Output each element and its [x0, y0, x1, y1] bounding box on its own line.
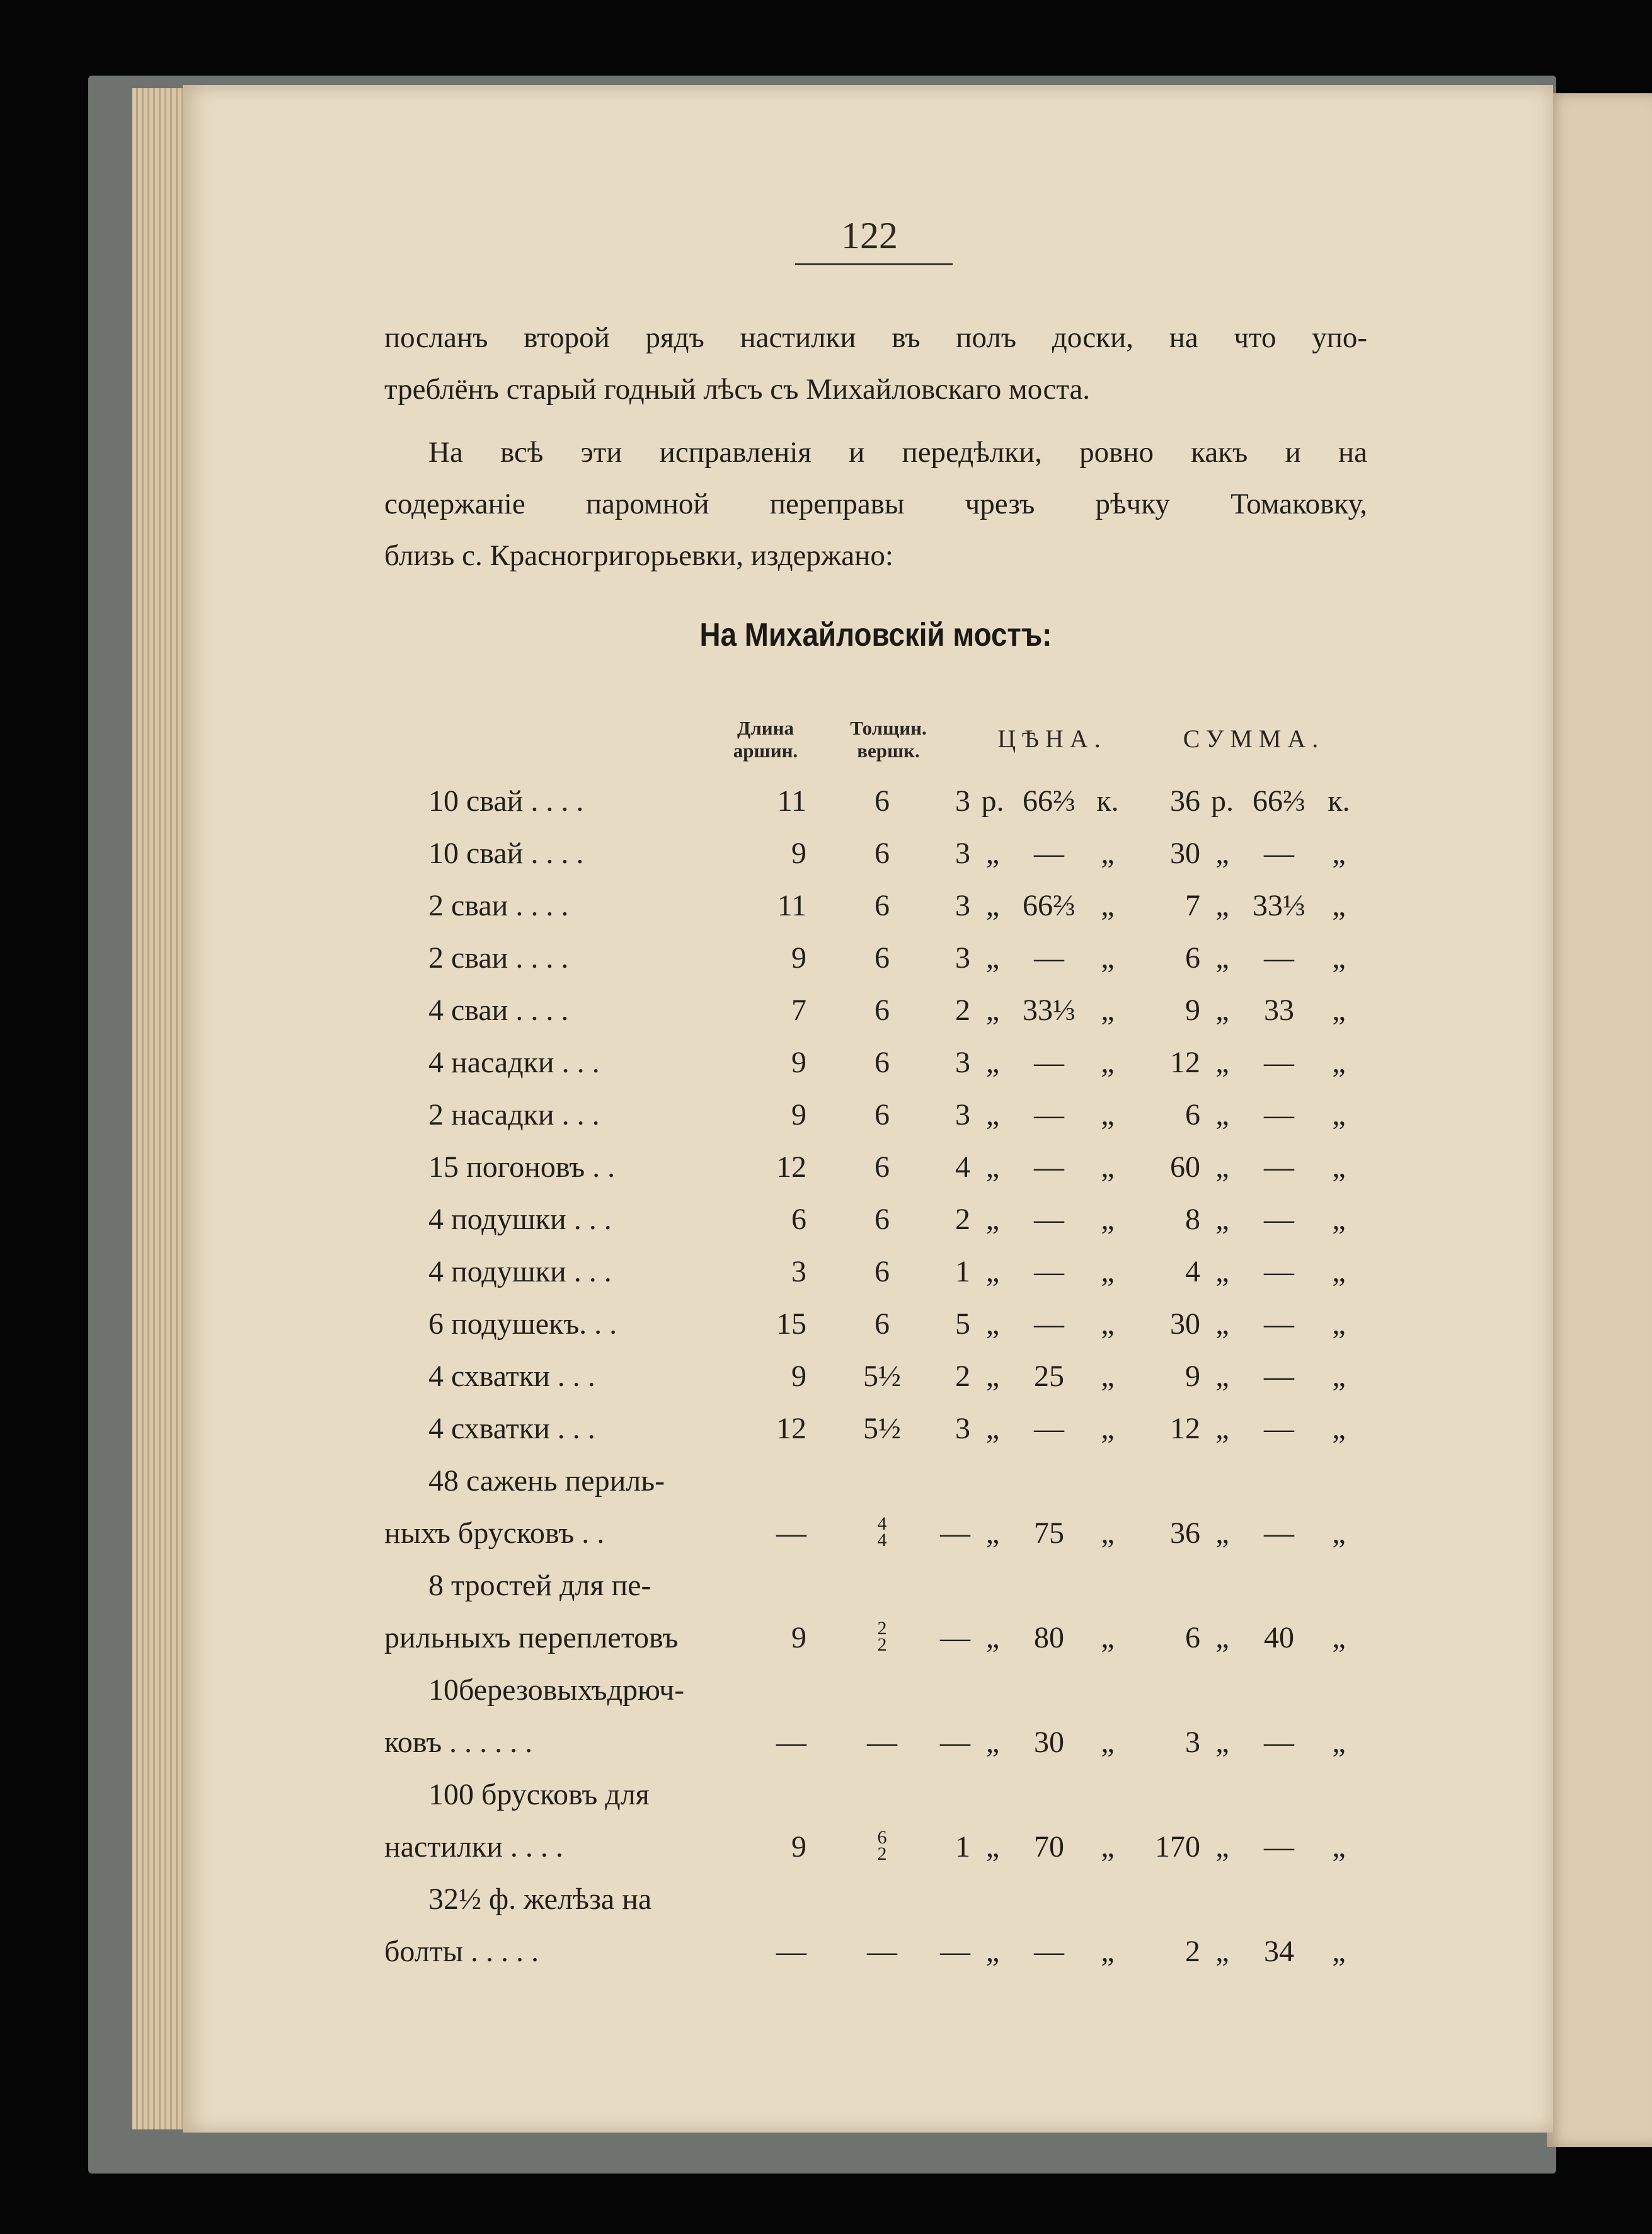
table-item-name: 2 сваи . . . . — [428, 941, 569, 975]
table-cell-sr: „ — [1215, 889, 1229, 922]
table-cell-length: 9 — [791, 941, 806, 975]
table-item-name: 100 брусковъ для — [428, 1778, 650, 1811]
table-item-name: 4 сваи . . . . — [428, 994, 569, 1027]
table-cell-sk: „ — [1332, 1830, 1346, 1864]
table-item-name: 15 погоновъ . . — [428, 1150, 616, 1184]
table-cell-length: 9 — [791, 1621, 806, 1654]
table-cell-sum_k: — — [1264, 1830, 1294, 1864]
table-cell-sr: „ — [1215, 1360, 1229, 1393]
table-cell-length: 9 — [791, 837, 806, 870]
table-cell-sum_r: 4 — [1185, 1255, 1200, 1288]
table-cell-price: — — [1034, 941, 1064, 975]
table-cell-length: — — [776, 1935, 806, 1968]
table-cell-sum_r: 170 — [1155, 1830, 1200, 1864]
table-cell-tn: 2 — [955, 1360, 970, 1393]
table-cell-pr_r: „ — [985, 1621, 1000, 1654]
paragraph-line: На всѣ эти исправленія и передѣлки, ровно какъ и на — [428, 436, 1367, 469]
table-cell-price: 25 — [1034, 1360, 1064, 1393]
table-cell-price: — — [1034, 1098, 1064, 1131]
table-cell-pr_k: „ — [1101, 1935, 1115, 1968]
table-cell-sk: „ — [1332, 889, 1346, 922]
table-cell-pr_k: „ — [1101, 1307, 1115, 1341]
table-cell-sk: к. — [1328, 784, 1350, 818]
table-cell-pr_k: „ — [1101, 1046, 1115, 1079]
table-cell-sk: „ — [1332, 1726, 1346, 1759]
table-cell-thick: — — [867, 1935, 897, 1968]
table-cell-sk: „ — [1332, 1150, 1346, 1184]
table-cell-pr_k: „ — [1101, 837, 1115, 870]
header-thickness: Толщин. вершк. — [850, 717, 927, 762]
table-cell-pr_k: „ — [1101, 1412, 1115, 1445]
table-cell-sk: „ — [1332, 1307, 1346, 1341]
table-cell-pr_k: „ — [1101, 1516, 1115, 1550]
table-cell-sr: „ — [1215, 1203, 1229, 1236]
table-cell-sum_k: — — [1264, 1360, 1294, 1393]
table-item-name: 8 тростей для пе- — [428, 1569, 651, 1602]
table-cell-tn: — — [940, 1726, 970, 1759]
table-cell-price: — — [1034, 1255, 1064, 1288]
table-cell-price: — — [1034, 1046, 1064, 1079]
paragraph-line: близь с. Красногригорьевки, издержано: — [384, 539, 893, 572]
table-cell-sum_r: 9 — [1185, 994, 1200, 1027]
paragraph-line: треблёнъ старый годный лѣсъ съ Михайловскаго моста. — [384, 373, 1091, 406]
header-length: Длина аршин. — [733, 717, 798, 762]
table-cell-sk: „ — [1332, 1203, 1346, 1236]
table-cell-sum_r: 30 — [1170, 837, 1200, 870]
table-cell-price: 66⅔ — [1023, 889, 1076, 922]
table-cell-sum_k: 33 — [1264, 994, 1294, 1027]
table-cell-pr_k: „ — [1101, 941, 1115, 975]
table-item-name: настилки . . . . — [384, 1830, 563, 1864]
table-cell-tn: 3 — [955, 784, 970, 818]
table-cell-sum_k: — — [1264, 1516, 1294, 1550]
table-cell-price: 70 — [1034, 1830, 1064, 1864]
table-cell-sr: „ — [1215, 1516, 1229, 1550]
table-cell-sum_r: 30 — [1170, 1307, 1200, 1341]
paragraph-line: содержаніе паромной переправы чрезъ рѣчку Томаковку, — [384, 488, 1367, 520]
table-cell-length: 6 — [791, 1203, 806, 1236]
table-cell-sum_r: 36 — [1170, 784, 1200, 818]
table-cell-sr: „ — [1215, 837, 1229, 870]
table-cell-length: 12 — [776, 1412, 806, 1445]
table-cell-pr_k: к. — [1096, 784, 1119, 818]
table-cell-tn: 3 — [955, 837, 970, 870]
table-item-name: 10 свай . . . . — [428, 784, 584, 818]
table-cell-sum_k: 33⅓ — [1253, 889, 1305, 922]
table-item-name: 6 подушекъ. . . — [428, 1307, 617, 1341]
table-cell-sum_k: — — [1264, 941, 1294, 975]
table-item-name: 4 подушки . . . — [428, 1203, 612, 1236]
table-item-name: 4 подушки . . . — [428, 1255, 612, 1288]
table-cell-thick: 6 — [875, 994, 890, 1027]
table-cell-sr: р. — [1211, 784, 1234, 818]
table-cell-pr_r: „ — [985, 1046, 1000, 1079]
table-item-name: 32½ ф. желѣза на — [428, 1882, 652, 1916]
table-cell-sum_r: 6 — [1185, 1098, 1200, 1131]
table-cell-pr_r: р. — [981, 784, 1004, 818]
table-cell-thick: 6 — [875, 1255, 890, 1288]
table-cell-sk: „ — [1332, 1098, 1346, 1131]
table-cell-thick: 5½ — [863, 1360, 901, 1393]
table-cell-thick: 2 2 — [877, 1618, 887, 1655]
table-cell-sum_k: 40 — [1264, 1621, 1294, 1654]
table-cell-pr_k: „ — [1101, 1255, 1115, 1288]
table-cell-sum_r: 7 — [1185, 889, 1200, 922]
table-cell-sum_r: 2 — [1185, 1935, 1200, 1968]
table-cell-pr_k: „ — [1101, 1098, 1115, 1131]
table-cell-sr: „ — [1215, 1098, 1229, 1131]
table-cell-sk: „ — [1332, 1360, 1346, 1393]
table-cell-thick: 6 — [875, 1203, 890, 1236]
table-item-name: 4 насадки . . . — [428, 1046, 600, 1079]
table-cell-pr_k: „ — [1101, 1360, 1115, 1393]
table-cell-pr_k: „ — [1101, 889, 1115, 922]
table-item-name: 48 сажень периль- — [428, 1464, 665, 1498]
table-cell-length: — — [776, 1516, 806, 1550]
table-item-name: болты . . . . . — [384, 1935, 539, 1968]
table-cell-sr: „ — [1215, 1830, 1229, 1864]
table-cell-sk: „ — [1332, 994, 1346, 1027]
table-cell-price: 66⅔ — [1023, 784, 1076, 818]
table-cell-tn: 3 — [955, 1098, 970, 1131]
table-cell-length: 11 — [777, 784, 806, 818]
table-cell-price: — — [1034, 1150, 1064, 1184]
table-cell-tn: 3 — [955, 889, 970, 922]
table-cell-pr_r: „ — [985, 1516, 1000, 1550]
table-cell-length: 9 — [791, 1360, 806, 1393]
table-cell-pr_k: „ — [1101, 1726, 1115, 1759]
table-cell-pr_r: „ — [985, 1726, 1000, 1759]
page-number-rule — [795, 263, 953, 265]
table-cell-sum_r: 8 — [1185, 1203, 1200, 1236]
table-cell-pr_k: „ — [1101, 1203, 1115, 1236]
table-cell-tn: 3 — [955, 1412, 970, 1445]
table-cell-tn: — — [940, 1935, 970, 1968]
table-cell-sr: „ — [1215, 1307, 1229, 1341]
table-cell-pr_r: „ — [985, 941, 1000, 975]
table-cell-tn: 2 — [955, 1203, 970, 1236]
table-cell-length: 11 — [777, 889, 806, 922]
table-cell-length: 15 — [776, 1307, 806, 1341]
table-cell-sr: „ — [1215, 1726, 1229, 1759]
table-cell-sum_k: — — [1264, 1307, 1294, 1341]
table-cell-sum_k: 66⅔ — [1253, 784, 1305, 818]
table-cell-pr_r: „ — [985, 1098, 1000, 1131]
table-item-name: ковъ . . . . . . — [384, 1726, 533, 1759]
table-cell-pr_r: „ — [985, 889, 1000, 922]
table-cell-sum_r: 6 — [1185, 941, 1200, 975]
table-cell-sum_k: — — [1264, 1150, 1294, 1184]
table-cell-thick: 6 — [875, 941, 890, 975]
table-cell-thick: 4 4 — [877, 1513, 887, 1550]
table-cell-thick: 6 — [875, 1150, 890, 1184]
table-cell-pr_k: „ — [1101, 1621, 1115, 1654]
page-number: 122 — [841, 215, 898, 256]
table-cell-sum_k: — — [1264, 1412, 1294, 1445]
table-cell-thick: 6 — [875, 889, 890, 922]
table-cell-price: — — [1034, 1203, 1064, 1236]
table-cell-sk: „ — [1332, 1621, 1346, 1654]
facing-page-edge — [1547, 93, 1652, 2147]
paragraph-1 — [384, 312, 1367, 415]
table-cell-length: 9 — [791, 1098, 806, 1131]
table-heading: На Михайловскій мостъ: — [699, 617, 1052, 653]
table-cell-pr_r: „ — [985, 1935, 1000, 1968]
table-cell-pr_r: „ — [985, 1150, 1000, 1184]
table-cell-price: 75 — [1034, 1516, 1064, 1550]
table-item-name: 2 насадки . . . — [428, 1098, 600, 1131]
table-cell-sum_r: 9 — [1185, 1360, 1200, 1393]
table-cell-price: 80 — [1034, 1621, 1064, 1654]
table-cell-thick: 6 — [875, 784, 890, 818]
table-cell-pr_r: „ — [985, 1830, 1000, 1864]
table-cell-length: 9 — [791, 1830, 806, 1864]
table-item-name: рильныхъ переплетовъ — [384, 1621, 679, 1654]
table-cell-sum_k: — — [1264, 1098, 1294, 1131]
table-cell-tn: 3 — [955, 1046, 970, 1079]
table-cell-sum_k: — — [1264, 1726, 1294, 1759]
table-cell-sum_r: 36 — [1170, 1516, 1200, 1550]
table-cell-pr_k: „ — [1101, 994, 1115, 1027]
header-price: ЦѢНА. — [997, 725, 1107, 753]
table-cell-sk: „ — [1332, 1046, 1346, 1079]
table-item-name: 4 схватки . . . — [428, 1412, 595, 1445]
table-item-name: 4 схватки . . . — [428, 1360, 595, 1393]
table-cell-sr: „ — [1215, 1255, 1229, 1288]
table-cell-sk: „ — [1332, 1516, 1346, 1550]
table-cell-thick: — — [867, 1726, 897, 1759]
table-item-name: 10березовыхъдрюч- — [428, 1673, 685, 1707]
table-cell-tn: — — [940, 1516, 970, 1550]
table-cell-sum_r: 60 — [1170, 1150, 1200, 1184]
table-cell-sum_k: — — [1264, 837, 1294, 870]
table-cell-sr: „ — [1215, 1935, 1229, 1968]
table-cell-sr: „ — [1215, 994, 1229, 1027]
table-cell-thick: 5½ — [863, 1412, 901, 1445]
table-cell-pr_r: „ — [985, 1307, 1000, 1341]
table-cell-sr: „ — [1215, 941, 1229, 975]
table-cell-sr: „ — [1215, 1046, 1229, 1079]
table-cell-pr_r: „ — [985, 1412, 1000, 1445]
table-item-name: 2 сваи . . . . — [428, 889, 569, 922]
table-cell-tn: 1 — [955, 1830, 970, 1864]
table-cell-price: — — [1034, 1935, 1064, 1968]
table-cell-price: 30 — [1034, 1726, 1064, 1759]
table-cell-length: 9 — [791, 1046, 806, 1079]
table-cell-thick: 6 2 — [877, 1827, 887, 1864]
header-sum: СУММА. — [1183, 725, 1325, 753]
paragraph-line: посланъ второй рядъ настилки въ полъ доски, на что упо- — [384, 321, 1367, 354]
table-cell-length: — — [776, 1726, 806, 1759]
table-cell-tn: 2 — [955, 994, 970, 1027]
table-cell-pr_r: „ — [985, 1203, 1000, 1236]
table-cell-price: — — [1034, 837, 1064, 870]
table-cell-sum_k: 34 — [1264, 1935, 1294, 1968]
paragraph-2 — [384, 427, 1367, 581]
table-cell-sr: „ — [1215, 1150, 1229, 1184]
table-cell-sum_r: 12 — [1170, 1046, 1200, 1079]
table-cell-price: — — [1034, 1307, 1064, 1341]
table-item-name: ныхъ брусковъ . . — [384, 1516, 605, 1550]
table-cell-sr: „ — [1215, 1621, 1229, 1654]
table-cell-tn: 1 — [955, 1255, 970, 1288]
table-cell-sum_k: — — [1264, 1046, 1294, 1079]
table-cell-length: 12 — [776, 1150, 806, 1184]
table-cell-tn: — — [940, 1621, 970, 1654]
table-cell-thick: 6 — [875, 1098, 890, 1131]
table-cell-price: — — [1034, 1412, 1064, 1445]
table-cell-sum_r: 6 — [1185, 1621, 1200, 1654]
table-cell-tn: 4 — [955, 1150, 970, 1184]
table-cell-sk: „ — [1332, 941, 1346, 975]
table-cell-thick: 6 — [875, 837, 890, 870]
table-cell-pr_k: „ — [1101, 1150, 1115, 1184]
table-cell-price: 33⅓ — [1023, 994, 1076, 1027]
table-cell-thick: 6 — [875, 1307, 890, 1341]
table-cell-sum_k: — — [1264, 1255, 1294, 1288]
table-cell-sr: „ — [1215, 1412, 1229, 1445]
table-item-name: 10 свай . . . . — [428, 837, 584, 870]
table-cell-pr_k: „ — [1101, 1830, 1115, 1864]
table-cell-sk: „ — [1332, 1255, 1346, 1288]
table-cell-length: 3 — [791, 1255, 806, 1288]
table-cell-length: 7 — [791, 994, 806, 1027]
table-cell-sum_r: 12 — [1170, 1412, 1200, 1445]
table-cell-tn: 3 — [955, 941, 970, 975]
table-cell-sk: „ — [1332, 1412, 1346, 1445]
table-cell-sum_k: — — [1264, 1203, 1294, 1236]
table-cell-pr_r: „ — [985, 994, 1000, 1027]
table-cell-sum_r: 3 — [1185, 1726, 1200, 1759]
table-cell-sk: „ — [1332, 837, 1346, 870]
table-cell-tn: 5 — [955, 1307, 970, 1341]
table-cell-pr_r: „ — [985, 1360, 1000, 1393]
table-cell-thick: 6 — [875, 1046, 890, 1079]
table-cell-pr_r: „ — [985, 1255, 1000, 1288]
table-cell-pr_r: „ — [985, 837, 1000, 870]
table-cell-sk: „ — [1332, 1935, 1346, 1968]
